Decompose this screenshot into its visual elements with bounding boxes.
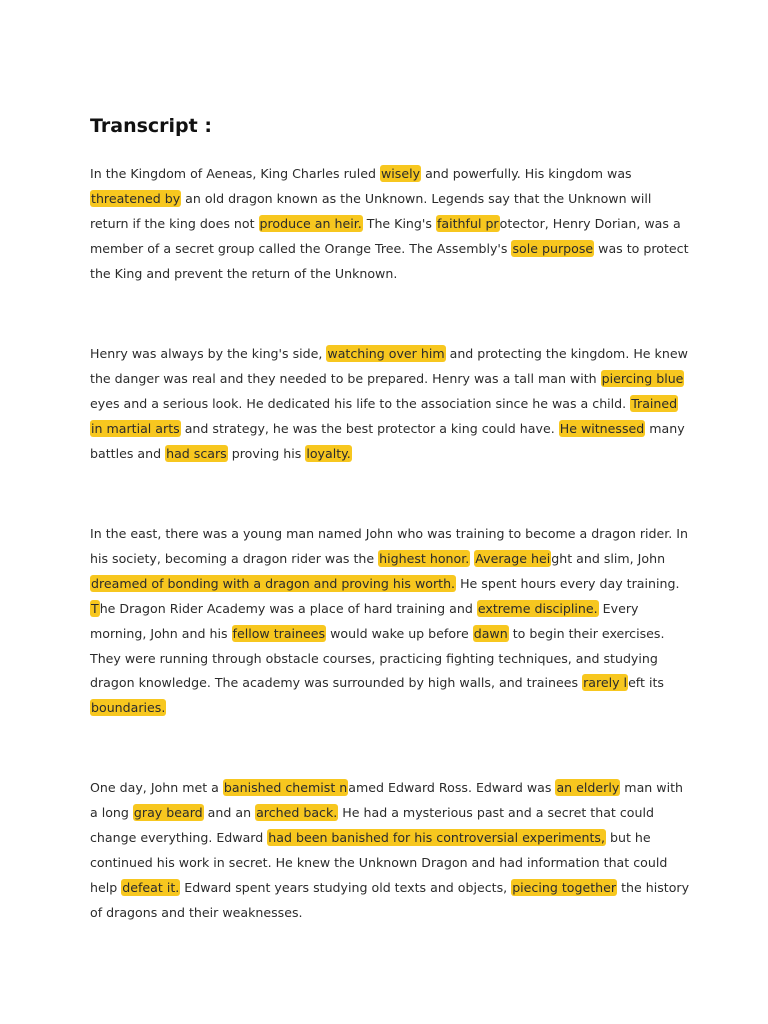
highlighted-text: had scars (166, 445, 227, 461)
highlighted-text: boundaries. (91, 700, 166, 716)
text-segment: Edward spent years studying old texts and objects, (180, 879, 512, 895)
text-segment: and an (203, 804, 256, 820)
highlighted-text: loyalty. (306, 445, 351, 461)
highlighted-text: piecing together (512, 879, 617, 895)
text-segment: but he continued his work in secret. He knew the Unknown Dragon and had information that could help (90, 829, 668, 895)
highlighted-text: dreamed of bonding with a dragon and proving his worth. (91, 575, 456, 591)
text-segment: was to protect the King and prevent the return of the Unknown. (90, 240, 689, 281)
text-segment: eft its (628, 675, 664, 691)
highlighted-text: wisely (381, 166, 421, 181)
highlighted-text: an elderly (556, 780, 620, 795)
text-segment: One day, John met a (90, 780, 223, 795)
highlighted-text: highest honor. (379, 550, 470, 566)
highlighted-text: Average hei (475, 550, 551, 566)
text-segment: and protecting the kingdom. He knew the danger was real and they needed to be prepared. Henry was a tall man with (90, 346, 688, 386)
text-segment: he Dragon Rider Academy was a place of hard training and (99, 600, 477, 616)
highlighted-text: dawn (473, 625, 508, 641)
highlighted-text: gray beard (133, 804, 203, 820)
paragraph-2 (90, 342, 690, 467)
highlighted-text: had been banished for his controversial experiments, (268, 829, 605, 845)
paragraph-3 (90, 522, 690, 721)
highlighted-text: rarely l (583, 675, 628, 691)
highlighted-text: watching over him (327, 346, 445, 361)
text-segment: the history of dragons and their weaknesses. (90, 879, 690, 920)
highlighted-text: extreme discipline. (477, 600, 598, 616)
highlighted-text: T (91, 600, 99, 616)
text-segment: to begin their exercises. They were running through obstacle courses, practicing fighting techniques, and studying dragon knowledge. The academy was surrounded by high walls, and trainees (90, 625, 665, 691)
highlighted-text: fellow trainees (232, 625, 326, 641)
text-segment: He spent hours every day training. (456, 575, 680, 591)
text-segment: proving his (227, 445, 306, 461)
highlighted-text: banished chemist n (223, 780, 348, 795)
highlighted-text: defeat it. (122, 879, 180, 895)
text-segment: The King's (362, 215, 436, 231)
highlighted-text: sole purpose (512, 240, 594, 256)
text-segment: man with a long (90, 780, 683, 820)
highlighted-text: Trained in martial arts (91, 395, 678, 436)
text-segment: and strategy, he was the best protector a king could have. (180, 420, 559, 436)
text-segment: would wake up before (326, 625, 473, 641)
paragraph-1 (90, 162, 690, 287)
text-segment: eyes and a serious look. He dedicated his life to the association since he was a child. (90, 395, 631, 411)
text-segment: In the Kingdom of Aeneas, King Charles ruled (90, 166, 380, 181)
page-title: Transcript : (90, 115, 212, 137)
text-segment: an old dragon known as the Unknown. Legends say that the Unknown will return if the king does not (90, 190, 652, 231)
highlighted-text: piercing blue (601, 370, 684, 386)
paragraph-4 (90, 776, 690, 925)
highlighted-text: arched back. (256, 804, 338, 820)
highlighted-text: produce an heir. (259, 215, 362, 231)
text-segment: ght and slim, John (551, 550, 666, 566)
text-segment: many battles and (90, 420, 685, 461)
text-segment: Henry was always by the king's side, (90, 346, 327, 361)
text-segment: In the east, there was a young man named John who was training to become a dragon rider. In his society, becoming a dragon rider was the (90, 526, 688, 566)
text-segment: He had a mysterious past and a secret that could change everything. Edward (90, 804, 654, 845)
text-segment: and powerfully. His kingdom was (421, 166, 632, 181)
text-segment: otector, Henry Dorian, was a member of a secret group called the Orange Tree. The Assembly's (90, 215, 681, 256)
text-segment: amed Edward Ross. Edward was (348, 780, 556, 795)
highlighted-text: threatened by (91, 190, 181, 206)
highlighted-text: He witnessed (559, 420, 645, 436)
text-segment: Every morning, John and his (90, 600, 639, 641)
highlighted-text: faithful pr (436, 215, 499, 231)
